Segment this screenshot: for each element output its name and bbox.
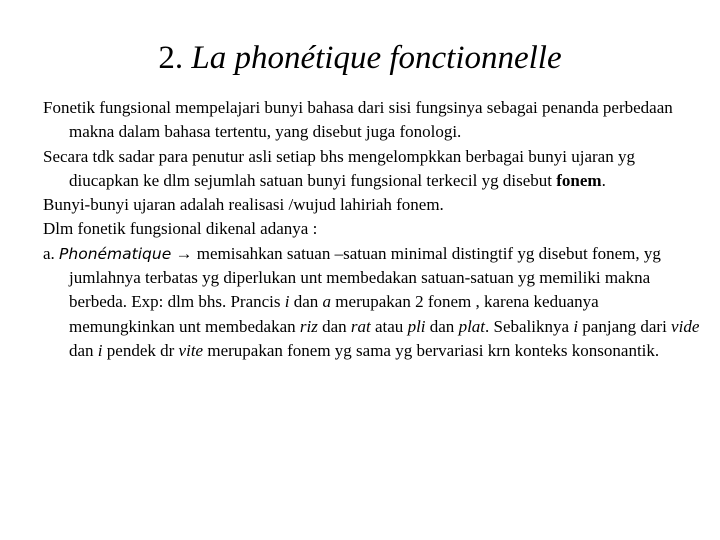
text-segment: merupakan fonem yg sama yg bervariasi krn konteks konsonantik.	[203, 340, 660, 360]
text-segment: merupakan 2 fonem , karena keduanya memungkinkan unt membedakan	[69, 292, 599, 336]
example-vite: vite	[178, 340, 204, 360]
paragraph-phoneme-grouping-end: .	[601, 170, 606, 190]
example-pli: pli	[407, 316, 426, 336]
text-segment: pendek dr	[102, 340, 179, 360]
paragraph-realization	[43, 193, 703, 217]
example-i: i	[284, 292, 290, 312]
slide-body	[43, 96, 703, 363]
paragraph-intro-list	[43, 217, 703, 241]
term-fonem: fonem	[556, 170, 602, 190]
list-prefix: a.	[43, 243, 60, 263]
paragraph-phonematique	[43, 242, 703, 363]
text-segment: panjang dari	[578, 316, 672, 336]
text-segment: dan	[317, 316, 351, 336]
paragraph-definition-text: Fonetik fungsional mempelajari bunyi bahasa dari sisi fungsinya sebagai penanda perbedaan makna dalam bahasa tertentu, yang disebut juga fonologi.	[43, 98, 673, 142]
paragraph-definition	[43, 96, 703, 145]
text-segment: memisahkan satuan –satuan minimal distingtif yg disebut fonem, yg jumlahnya terbatas yg diperlukan unt membedakan satuan-satuan yg memiliki makna berbeda. Exp: dlm bhs. Prancis	[69, 243, 661, 312]
text-segment: dan	[69, 340, 98, 360]
example-a: a	[322, 292, 332, 312]
paragraph-realization-text: Bunyi-bunyi ujaran adalah realisasi /wujud lahiriah fonem.	[43, 195, 444, 215]
paragraph-intro-list-text: Dlm fonetik fungsional dikenal adanya :	[43, 219, 318, 239]
arrow: →	[171, 243, 197, 263]
example-plat: plat	[458, 316, 486, 336]
text-segment: dan	[289, 292, 323, 312]
text-segment: . Sebaliknya	[485, 316, 574, 336]
paragraph-phoneme-grouping	[43, 145, 703, 194]
example-i-short: i	[97, 340, 103, 360]
example-i-long: i	[573, 316, 579, 336]
example-riz: riz	[299, 316, 318, 336]
slide-title	[0, 38, 720, 78]
paragraph-phoneme-grouping-text: Secara tdk sadar para penutur asli setiap bhs mengelompkkan berbagai bunyi ujaran yg diucapkan ke dlm sejumlah satuan bunyi fungsional terkecil yg disebut	[43, 146, 635, 190]
title-number: 2.	[158, 40, 184, 76]
example-rat: rat	[350, 316, 371, 336]
example-vide: vide	[671, 316, 700, 336]
term-phonematique: Phonématique	[59, 244, 172, 263]
title-text: La phonétique fonctionnelle	[183, 40, 562, 76]
text-segment: atau	[370, 316, 408, 336]
text-segment: dan	[425, 316, 459, 336]
